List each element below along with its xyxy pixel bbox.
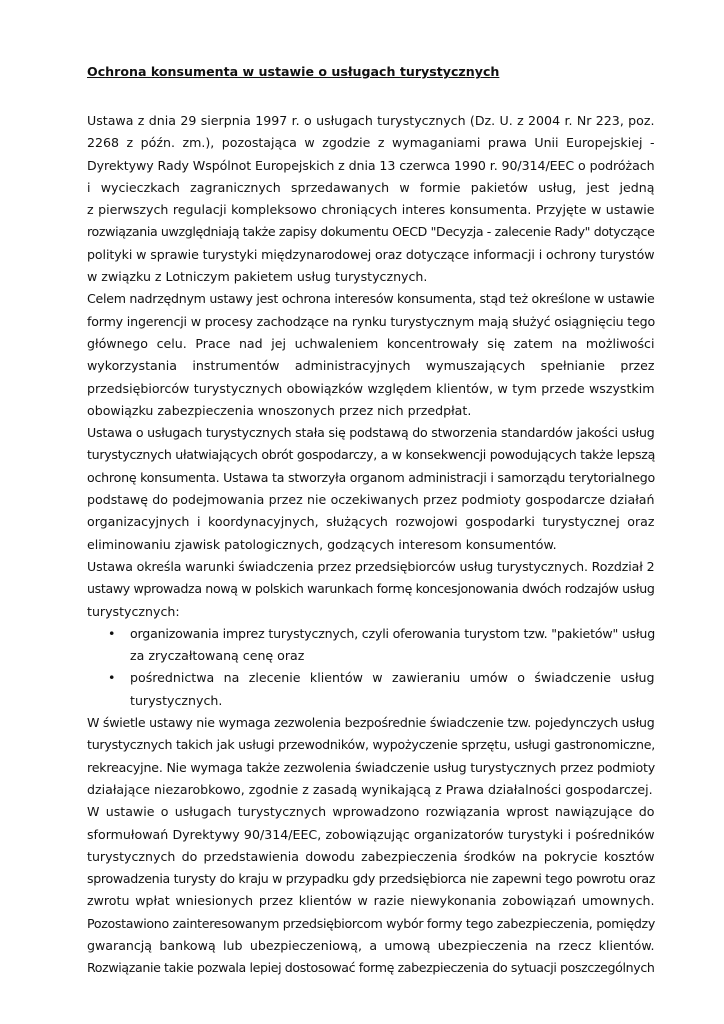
text-line-row [87,221,655,243]
text-line: organizacyjnych i koordynacyjnych, służących rozwojowi gospodarki turystycznej oraz [87,514,655,530]
text-line: eliminowaniu zjawisk patologicznych, godzących interesom konsumentów. [87,536,557,552]
text-line-row [87,467,655,489]
text-line-row [87,935,655,957]
text-line: sformułowań Dyrektywy 90/314/EEC, zobowiązując organizatorów turystyki i pośredników [87,826,655,842]
text-line: Pozostawiono zainteresowanym przedsiębiorcom wybór formy tego zabezpieczenia, pomiędzy [87,915,655,931]
text-line-row [87,779,655,801]
text-line-row [87,734,655,756]
text-line: z pierwszych regulacji kompleksowo chroniących interes konsumenta. Przyjęte w ustawie [87,202,655,218]
text-line-row [87,110,655,132]
text-line-row [87,578,655,600]
text-line-row [87,244,655,266]
text-line: w związku z Lotniczym pakietem usług turystycznych. [87,269,428,285]
text-line-row [87,444,655,466]
text-line-row [87,199,655,221]
text-line: 2268 z późn. zm.), pozostająca w zgodzie z wymaganiami prawa Unii Europejskiej - [87,135,655,151]
text-line: sprowadzenia turysty do kraju w przypadku gdy przedsiębiorca nie zapewni tego powrotu oraz [87,871,655,887]
text-line-row [87,757,655,779]
text-line-row [87,155,655,177]
text-line-row [87,846,655,868]
text-line: przedsiębiorców turystycznych obowiązków względem klientów, w tym przede wszystkim [87,380,655,396]
text-line: zwrotu wpłat wniesionych przez klientów w razie niewykonania zobowiązań umownych. [87,893,655,909]
text-line-row [87,355,655,377]
paragraph [87,801,655,979]
text-line: Ustawa o usługach turystycznych stała się podstawą do stworzenia standardów jakości usług [87,425,655,441]
text-line-row [87,266,655,288]
paragraph [87,288,655,422]
text-line: obowiązku zabezpieczenia wnoszonych przez nich przedpłat. [87,402,472,418]
bullet-icon: • [108,670,116,686]
text-line-row [87,511,655,533]
text-line: i wycieczkach zagranicznych sprzedawanych w formie pakietów usług, jest jedną [87,179,655,195]
text-line: podstawę do podejmowania przez nie oczekiwanych przez podmioty gospodarcze działań [87,492,655,508]
text-line: turystycznych ułatwiających obrót gospodarczy, a w konsekwencji powodujących także lepszą [87,447,655,463]
text-line: działające niezarobkowo, zgodnie z zasadą wynikającą z Prawa działalności gospodarczej. [87,781,653,797]
text-line-row [87,868,655,890]
text-line: turystycznych: [87,603,180,619]
text-line: Rozwiązanie takie pozwala lepiej dostosować formę zabezpieczenia do sytuacji poszczególnych [87,960,655,976]
text-line-row [87,913,655,935]
text-line: ochronę konsumenta. Ustawa ta stworzyła organom administracji i samorządu terytorialnego [87,469,655,485]
paragraph [87,712,655,801]
text-line-row [130,690,655,712]
text-line-row [87,556,655,578]
bullet-item [87,623,655,668]
document-title: Ochrona konsumenta w ustawie o usługach turystycznych [87,64,500,79]
bullet-item [87,667,655,712]
text-line: pośrednictwa na zlecenie klientów w zawieraniu umów o świadczenie usług [130,670,655,686]
paragraph [87,110,655,288]
text-line: W ustawie o usługach turystycznych wprowadzono rozwiązania wprost nawiązujące do [87,804,655,820]
text-line: formy ingerencji w procesy zachodzące na rynku turystycznym mają służyć osiągnięciu tego [87,313,655,329]
text-line: Dyrektywy Rady Wspólnot Europejskich z dnia 13 czerwca 1990 r. 90/314/EEC o podróżach [87,157,655,173]
text-line: rekreacyjne. Nie wymaga także zezwolenia świadczenie usług turystycznych przez podmioty [87,759,655,775]
paragraph [87,556,655,623]
text-line: gwarancją bankową lub ubezpieczeniową, a umową ubezpieczenia na rzecz klientów. [87,937,655,953]
text-line-row [87,288,655,310]
text-line-row [87,400,655,422]
text-line-row [87,712,655,734]
text-line: turystycznych takich jak usługi przewodników, wypożyczenie sprzętu, usługi gastronomiczne, [87,737,655,753]
text-line: głównego celu. Prace nad jej uchwaleniem koncentrowały się zatem na możliwości [87,335,655,351]
text-line-row [87,311,655,333]
bullet-icon: • [108,625,116,641]
text-line: polityki w sprawie turystyki międzynarodowej oraz dotyczące informacji i ochrony turystów [87,246,655,262]
text-line-row [87,801,655,823]
text-line: organizowania imprez turystycznych, czyli oferowania turystom tzw. "pakietów" usług [130,625,655,641]
document-body [87,110,655,980]
text-line: turystycznych. [130,692,223,708]
text-line: ustawy wprowadza nową w polskich warunkach formę koncesjonowania dwóch rodzajów usług [87,581,655,597]
text-line: za zryczałtowaną cenę oraz [130,648,305,664]
text-line-row [130,667,655,689]
text-line-row [87,177,655,199]
text-line-row [87,957,655,979]
text-line: wykorzystania instrumentów administracyjnych wymuszających spełnianie przez [87,358,655,374]
text-line-row [130,645,655,667]
text-line: W świetle ustawy nie wymaga zezwolenia bezpośrednie świadczenie tzw. pojedynczych usług [87,715,655,731]
text-line-row [87,534,655,556]
text-line-row [130,623,655,645]
text-line-row [87,890,655,912]
text-line-row [87,422,655,444]
text-line-row [87,489,655,511]
text-line: Celem nadrzędnym ustawy jest ochrona interesów konsumenta, stąd też określone w ustawie [87,291,655,307]
text-line-row [87,333,655,355]
text-line: Ustawa z dnia 29 sierpnia 1997 r. o usługach turystycznych (Dz. U. z 2004 r. Nr 223, poz. [87,113,655,128]
text-line-row [87,132,655,154]
text-line-row [87,601,655,623]
text-line-row [87,824,655,846]
text-line: Ustawa określa warunki świadczenia przez przedsiębiorców usług turystycznych. Rozdział 2 [87,558,655,574]
text-line: rozwiązania uwzględniają także zapisy dokumentu OECD "Decyzja - zalecenie Rady" dotyczące [87,224,655,240]
text-line: turystycznych do przedstawienia dowodu zabezpieczenia środków na pokrycie kosztów [87,848,655,864]
paragraph [87,422,655,556]
text-line-row [87,378,655,400]
